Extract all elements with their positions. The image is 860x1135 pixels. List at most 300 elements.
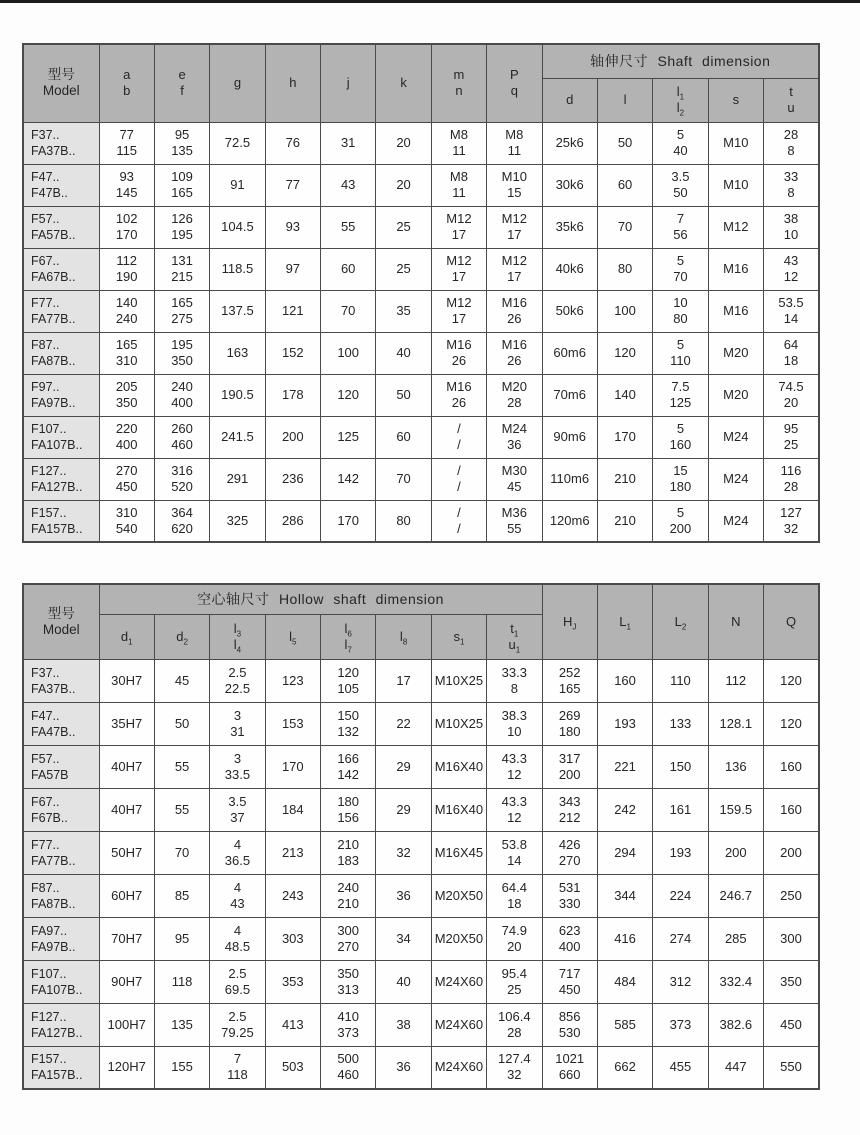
- cell-line: 55: [507, 520, 522, 536]
- cell-line: 136: [724, 758, 747, 774]
- cell-line: 286: [281, 512, 304, 528]
- cell-line: 80: [396, 512, 411, 528]
- cell-line: 11: [452, 185, 466, 200]
- table-cell: [597, 374, 652, 416]
- cell-line: 353: [281, 973, 304, 989]
- table-cell: [597, 500, 652, 542]
- table-cell: [653, 248, 708, 290]
- cell-line: 8: [787, 185, 795, 200]
- table-cell: [265, 248, 320, 290]
- cell-line: 426: [558, 836, 581, 852]
- table-cell: [708, 702, 763, 745]
- table-row: [23, 458, 819, 500]
- cell-line: 180: [669, 479, 692, 494]
- cell-line: 270: [558, 852, 581, 868]
- cell-line: l: [623, 92, 627, 107]
- cell-line: 60H7: [111, 887, 143, 903]
- cell-line: 127: [780, 504, 802, 520]
- cell-line: 70: [174, 844, 190, 860]
- cell-line: 410: [337, 1008, 360, 1024]
- cell-line: 50k6: [555, 303, 584, 318]
- cell-line: 33.5: [224, 766, 251, 782]
- cell-line: 60m6: [553, 345, 586, 360]
- cell-line: 60: [617, 177, 633, 192]
- cell-line: 120: [614, 345, 636, 360]
- table-cell: [542, 500, 597, 542]
- cell-line: 285: [724, 930, 747, 946]
- cell-line: FA37B..: [31, 681, 76, 696]
- table-cell: [487, 458, 542, 500]
- model-cell: [23, 206, 99, 248]
- cell-line: 140: [115, 295, 138, 310]
- table-cell: [542, 831, 597, 874]
- model-column-header: [23, 584, 99, 659]
- table-cell: [431, 416, 486, 458]
- cell-line: M24X60: [434, 1016, 484, 1032]
- cell-line: 400: [115, 437, 138, 452]
- cell-line: /: [457, 437, 461, 452]
- cell-line: 38.3: [501, 707, 527, 723]
- cell-line: M12: [723, 219, 749, 234]
- table-cell: [210, 960, 265, 1003]
- table-cell: [708, 458, 763, 500]
- cell-line: 10: [783, 227, 799, 242]
- table-cell: [487, 1046, 542, 1089]
- table-cell: [542, 1003, 597, 1046]
- group-column-header: [99, 614, 154, 659]
- table-cell: [653, 831, 708, 874]
- cell-line: 25: [396, 219, 411, 234]
- cell-line: 5: [676, 127, 685, 142]
- cell-line: 30k6: [555, 177, 584, 192]
- cell-line: 540: [115, 520, 138, 536]
- table-cell: [542, 960, 597, 1003]
- table-cell: [597, 659, 652, 702]
- model-cell: [23, 290, 99, 332]
- model-cell: [23, 458, 99, 500]
- cell-line: 195: [171, 337, 193, 352]
- cell-line: $l_6$: [344, 620, 352, 639]
- cell-line: 135: [171, 143, 193, 158]
- cell-line: 316: [171, 463, 193, 478]
- cell-line: 210: [337, 895, 360, 911]
- cell-line: 120: [780, 672, 802, 688]
- table-cell: [764, 164, 820, 206]
- table-cell: [210, 248, 265, 290]
- cell-line: 170: [281, 758, 304, 774]
- cell-line: 45: [174, 672, 190, 688]
- cell-line: d: [566, 92, 574, 107]
- table-cell: [376, 332, 431, 374]
- cell-line: M8: [449, 169, 468, 184]
- cell-line: M20: [723, 345, 749, 360]
- cell-line: 106.4: [498, 1008, 531, 1024]
- cell-line: 325: [226, 512, 249, 528]
- cell-line: 43.3: [501, 750, 527, 766]
- cell-line: 5: [676, 253, 685, 268]
- cell-line: M12: [446, 295, 472, 310]
- table-cell: [210, 500, 265, 542]
- cell-line: 36: [396, 887, 411, 903]
- table-cell: [210, 374, 265, 416]
- cell-line: 55: [340, 219, 356, 234]
- table-cell: [542, 122, 597, 164]
- cell-line: 56: [673, 227, 688, 242]
- table-cell: [321, 374, 376, 416]
- cell-line: 150: [337, 707, 360, 723]
- cell-line: M12: [501, 211, 527, 226]
- cell-line: 165: [171, 295, 193, 310]
- cell-line: 190.5: [221, 387, 254, 402]
- cell-line: t: [789, 84, 793, 99]
- cell-line: FA57B..: [31, 228, 76, 242]
- cell-line: 20: [507, 938, 522, 954]
- cell-line: FA97..: [31, 923, 68, 938]
- table-cell: [597, 164, 652, 206]
- cell-line: 28: [783, 479, 799, 494]
- cell-line: 270: [337, 938, 360, 954]
- cell-line: 40k6: [555, 261, 584, 276]
- group-header: [542, 44, 819, 78]
- table-cell: [265, 1003, 320, 1046]
- table-cell: [376, 500, 431, 542]
- cell-line: 150: [669, 758, 692, 774]
- cell-line: 127.4: [498, 1051, 531, 1067]
- cell-line: 102: [115, 211, 138, 226]
- table-cell: [487, 206, 542, 248]
- cell-line: 121: [281, 303, 304, 318]
- cell-line: M24: [501, 421, 527, 436]
- table-cell: [321, 332, 376, 374]
- table-cell: [321, 745, 376, 788]
- cell-line: 294: [614, 844, 636, 860]
- table-cell: [708, 917, 763, 960]
- cell-line: 585: [614, 1016, 636, 1032]
- cell-line: 14: [507, 852, 522, 868]
- cell-line: 193: [614, 715, 636, 731]
- table-cell: [154, 122, 209, 164]
- group-column-header: [653, 78, 708, 122]
- table-row: [23, 960, 819, 1003]
- cell-line: 200: [724, 844, 747, 860]
- table-cell: [708, 831, 763, 874]
- cell-line: 55: [174, 801, 190, 817]
- table-cell: [597, 458, 652, 500]
- table-cell: [210, 164, 265, 206]
- table-cell: [597, 788, 652, 831]
- table-cell: [542, 374, 597, 416]
- group-column-header: [154, 614, 209, 659]
- cell-line: F77..: [31, 296, 60, 310]
- cell-line: 50: [174, 715, 190, 731]
- cell-line: 300: [780, 930, 802, 946]
- cell-line: 20: [396, 135, 411, 150]
- cell-line: 416: [614, 930, 636, 946]
- table-cell: [764, 374, 820, 416]
- cell-line: F107..: [31, 966, 67, 981]
- table-cell: [265, 745, 320, 788]
- table-cell: [99, 458, 154, 500]
- table-cell: [321, 206, 376, 248]
- table-cell: [708, 788, 763, 831]
- table-cell: [265, 1046, 320, 1089]
- group-column-header: [597, 78, 652, 122]
- table-cell: [99, 290, 154, 332]
- cell-line: 45: [507, 479, 522, 494]
- table-cell: [321, 917, 376, 960]
- column-header: [597, 584, 652, 659]
- cell-line: 350: [115, 395, 138, 410]
- table-cell: [210, 831, 265, 874]
- cell-line: 17: [507, 227, 522, 242]
- cell-line: 28: [507, 1024, 522, 1040]
- cell-line: FA37B..: [31, 144, 76, 158]
- table-cell: [487, 917, 542, 960]
- cell-line: 15: [507, 185, 522, 200]
- cell-line: 240: [115, 311, 138, 326]
- table-cell: [487, 290, 542, 332]
- cell-line: 350: [171, 353, 193, 368]
- column-header: [99, 44, 154, 122]
- cell-line: 193: [669, 844, 692, 860]
- cell-line: M12: [446, 253, 472, 268]
- cell-line: g: [233, 75, 242, 91]
- cell-line: 332.4: [719, 973, 753, 989]
- column-header: [431, 44, 486, 122]
- table-row: [23, 788, 819, 831]
- table-cell: [764, 332, 820, 374]
- table-cell: [653, 788, 708, 831]
- cell-line: 70: [673, 269, 688, 284]
- cell-line: 246.7: [719, 887, 753, 903]
- cell-line: 215: [171, 269, 193, 284]
- column-header: [321, 44, 376, 122]
- table-cell: [321, 659, 376, 702]
- cell-line: F127..: [31, 1009, 67, 1024]
- cell-line: 313: [337, 981, 360, 997]
- cell-line: F107..: [31, 422, 67, 436]
- table-cell: [99, 960, 154, 1003]
- cell-line: 200: [281, 429, 304, 444]
- cell-line: FA67B..: [31, 270, 76, 284]
- cell-line: 112: [116, 253, 138, 268]
- cell-line: 26: [451, 395, 467, 410]
- cell-line: 153: [281, 715, 304, 731]
- table-row: [23, 122, 819, 164]
- table-cell: [597, 248, 652, 290]
- cell-line: 460: [337, 1067, 360, 1083]
- table-cell: [764, 1003, 820, 1046]
- table-row: [23, 659, 819, 702]
- cell-line: 17: [451, 311, 467, 326]
- cell-line: 170: [115, 227, 138, 242]
- table-cell: [210, 332, 265, 374]
- table-cell: [431, 206, 486, 248]
- cell-line: F97..: [31, 380, 60, 394]
- table-cell: [265, 416, 320, 458]
- table-cell: [597, 290, 652, 332]
- table-cell: [210, 917, 265, 960]
- cell-line: 4: [233, 879, 242, 895]
- cell-line: 25: [783, 437, 799, 452]
- cell-line: 205: [115, 379, 138, 394]
- table-cell: [653, 1003, 708, 1046]
- cell-line: 17: [451, 269, 467, 284]
- table-cell: [321, 164, 376, 206]
- cell-line: 110m6: [550, 471, 590, 486]
- cell-line: 64: [783, 337, 799, 352]
- model-cell: [23, 374, 99, 416]
- cell-line: 10: [507, 723, 522, 739]
- cell-line: 224: [669, 887, 692, 903]
- table-cell: [99, 374, 154, 416]
- table-cell: [542, 416, 597, 458]
- table-cell: [210, 290, 265, 332]
- cell-line: F57..: [31, 212, 60, 226]
- cell-line: 126: [171, 211, 193, 226]
- cell-line: /: [457, 504, 461, 520]
- cell-line: 25: [507, 981, 522, 997]
- model-cell: [23, 788, 99, 831]
- table-cell: [154, 1003, 209, 1046]
- table-cell: [653, 745, 708, 788]
- cell-line: 60: [396, 429, 411, 444]
- cell-line: 55: [174, 758, 190, 774]
- cell-line: 95.4: [501, 965, 527, 981]
- cell-line: 91: [230, 177, 245, 192]
- table-cell: [431, 164, 486, 206]
- table-cell: [542, 745, 597, 788]
- cell-line: FA107B..: [31, 438, 83, 452]
- table-cell: [99, 248, 154, 290]
- cell-line: FA87B..: [31, 896, 76, 911]
- cell-line: 104.5: [221, 219, 254, 234]
- table-cell: [708, 248, 763, 290]
- cell-line: M10X25: [434, 672, 484, 688]
- table-cell: [653, 332, 708, 374]
- cell-line: 7: [676, 211, 685, 226]
- cell-line: M20: [501, 379, 527, 394]
- table-row: [23, 500, 819, 542]
- cell-line: F87..: [31, 338, 60, 352]
- cell-line: 93: [285, 219, 301, 234]
- table-cell: [487, 122, 542, 164]
- table-cell: [431, 702, 486, 745]
- table-cell: [376, 960, 431, 1003]
- table-cell: [265, 458, 320, 500]
- table-cell: [708, 332, 763, 374]
- cell-line: M16X45: [434, 844, 484, 860]
- model-cell: [23, 874, 99, 917]
- cell-line: 210: [614, 512, 636, 528]
- cell-line: 36: [396, 1059, 411, 1075]
- cell-line: 22: [396, 715, 411, 731]
- cell-line: k: [400, 75, 407, 91]
- cell-line: /: [457, 520, 461, 536]
- cell-line: 170: [614, 429, 636, 444]
- cell-line: 274: [669, 930, 692, 946]
- cell-line: M16X40: [434, 758, 484, 774]
- table-cell: [321, 122, 376, 164]
- cell-line: M16: [723, 303, 749, 318]
- cell-line: 77: [285, 177, 301, 192]
- cell-line: 72.5: [224, 135, 251, 150]
- cell-line: 79.25: [221, 1024, 254, 1040]
- cell-line: 125: [669, 395, 692, 410]
- table-cell: [99, 917, 154, 960]
- table-cell: [210, 416, 265, 458]
- table-cell: [431, 458, 486, 500]
- cell-line: 236: [281, 471, 304, 486]
- cell-line: 32: [396, 844, 411, 860]
- cell-line: 250: [780, 887, 802, 903]
- table-cell: [597, 874, 652, 917]
- cell-line: 36: [507, 437, 522, 452]
- cell-line: FA107B..: [31, 982, 83, 997]
- cell-line: 40: [396, 973, 411, 989]
- cell-line: M16: [501, 337, 527, 352]
- cell-line: 2.5: [228, 1008, 247, 1024]
- group-header: [99, 584, 542, 614]
- cell-line: 11: [507, 143, 522, 158]
- cell-line: 40H7: [111, 758, 143, 774]
- cell-line: 12: [507, 766, 522, 782]
- cell-line: 17: [396, 672, 411, 688]
- cell-line: 34: [396, 930, 411, 946]
- table-cell: [487, 788, 542, 831]
- cell-line: F157..: [31, 1052, 67, 1067]
- cell-line: 轴伸尺寸 Shaft dimension: [590, 53, 771, 70]
- table-cell: [210, 745, 265, 788]
- cell-line: 35k6: [555, 219, 584, 234]
- cell-line: $L_1$: [619, 613, 631, 632]
- cell-line: 70H7: [111, 930, 143, 946]
- cell-line: 93: [119, 169, 134, 184]
- cell-line: M8: [449, 127, 468, 142]
- cell-line: 500: [337, 1051, 360, 1067]
- table-cell: [431, 788, 486, 831]
- table-cell: [653, 206, 708, 248]
- cell-line: $l_4$: [233, 636, 242, 655]
- cell-line: 220: [115, 421, 138, 436]
- table-row: [23, 290, 819, 332]
- group-column-header: [431, 614, 486, 659]
- cell-line: 4: [233, 922, 242, 938]
- table-cell: [431, 332, 486, 374]
- table-cell: [764, 290, 820, 332]
- cell-line: 660: [558, 1067, 581, 1083]
- cell-line: FA77B..: [31, 853, 76, 868]
- table-cell: [764, 1046, 820, 1089]
- table-cell: [99, 1046, 154, 1089]
- cell-line: 128.1: [719, 715, 753, 731]
- table-cell: [597, 831, 652, 874]
- cell-line: 80: [617, 261, 633, 276]
- cell-line: 18: [507, 895, 522, 911]
- cell-line: /: [457, 421, 461, 436]
- model-cell: [23, 500, 99, 542]
- cell-line: 5: [676, 337, 685, 352]
- table-cell: [321, 1046, 376, 1089]
- model-cell: [23, 960, 99, 1003]
- model-cell: [23, 122, 99, 164]
- column-header: [154, 44, 209, 122]
- table-cell: [210, 659, 265, 702]
- cell-line: 400: [558, 938, 581, 954]
- table-cell: [597, 1003, 652, 1046]
- cell-line: 7: [233, 1051, 242, 1067]
- table-cell: [265, 917, 320, 960]
